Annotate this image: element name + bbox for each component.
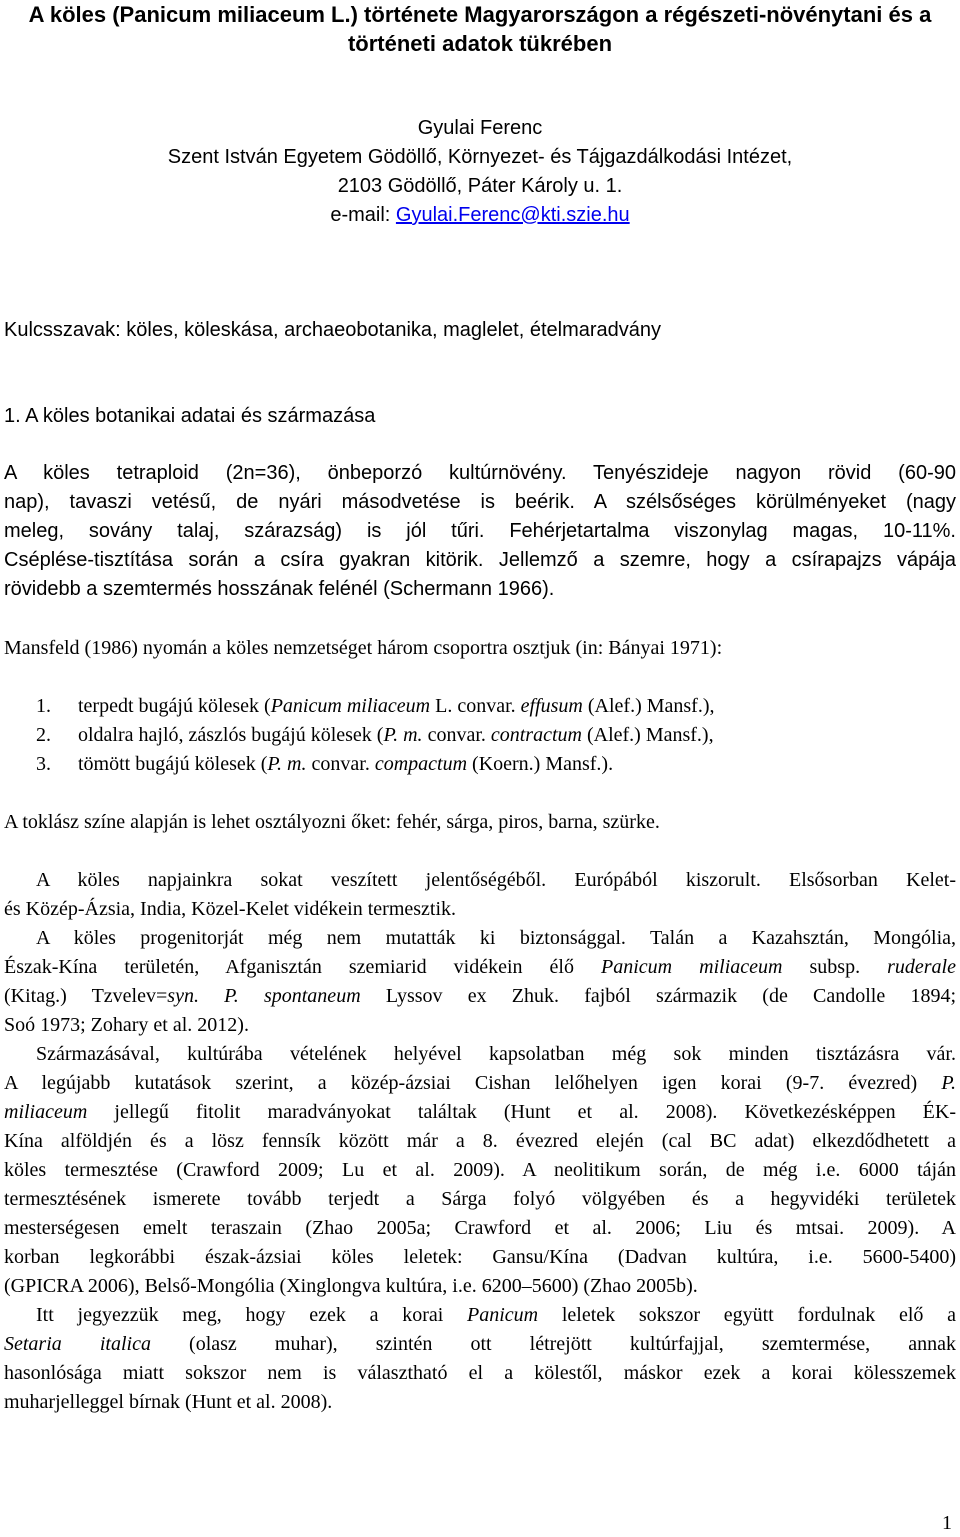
email-label: e-mail: — [330, 204, 396, 226]
author-name: Gyulai Ferenc — [417, 117, 543, 139]
text-line: köles termesztése (Crawford 2009; Lu et al. 2009). A neolitikum során, de még i.e. 6000 táján — [4, 1159, 956, 1181]
list-item: 2. oldalra hajló, zászlós bugájú kölesek (P. m. convar. contractum (Alef.) Mansf.), — [36, 721, 715, 750]
list-number: 2. — [36, 724, 51, 746]
list-number: 3. — [36, 753, 51, 775]
list-item: 1. terpedt bugájú kölesek (Panicum miliaceum L. convar. effusum (Alef.) Mansf.), — [36, 692, 715, 721]
text-line: A köles progenitorját még nem mutatták ki biztonsággal. Talán a Kazahsztán, Mongólia, — [36, 927, 956, 949]
text-line: A toklász színe alapján is lehet osztályozni őket: fehér, sárga, piros, barna, szürke. — [4, 811, 660, 833]
text-line: (Kitag.) Tzvelev=syn. P. spontaneum Lyssov ex Zhuk. fajból származik (de Candolle 1894; — [4, 985, 956, 1007]
paper-title — [0, 0, 960, 58]
text-line: rövidebb a szemtermés hosszának felénél (Schermann 1966). — [4, 578, 555, 600]
list-number: 1. — [36, 695, 51, 717]
text-line: termesztésének ismerete tovább terjedt a Sárga folyó völgyében és a hegyvidéki területek — [4, 1188, 956, 1210]
text-line: Setaria italica (olasz muhar), szintén ott létrejött kultúrfajjal, szemtermése, annak — [4, 1333, 956, 1355]
text-line: Származásával, kultúrába vételének helyével kapsolatban még sok minden tisztázásra vár. — [36, 1043, 956, 1065]
keywords — [4, 316, 956, 345]
paragraph-progenitor — [4, 924, 956, 1040]
convar-list — [36, 692, 715, 779]
text-line: A legújabb kutatások szerint, a közép-ázsiai Cishan lelőhelyen igen korai (9-7. évezred) P. — [4, 1072, 956, 1094]
author-block — [0, 114, 960, 230]
text-line: nap), tavaszi vetésű, de nyári másodvetése is beérik. A szélsőséges körülményeket (nagy — [4, 491, 956, 513]
page-number: 1 — [942, 1512, 952, 1534]
text-line: mesterségesen emelt teraszain (Zhao 2005a; Crawford et al. 2006; Liu és mtsai. 2009). A — [4, 1217, 956, 1239]
email-link[interactable]: Gyulai.Ferenc@kti.szie.hu — [395, 204, 630, 226]
text-line: muharjelleggel bírnak (Hunt et al. 2008). — [4, 1391, 333, 1413]
text-line: Cséplése-tisztítása során a csíra gyakran kitörik. Jellemző a szemre, hogy a csírapajzs vápája — [4, 549, 956, 571]
keywords-text: Kulcsszavak: köles, köleskása, archaeobotanika, maglelet, ételmaradvány — [4, 319, 662, 341]
text-line: Kína alföldjén és a lösz fennsík között már a 8. évezred elején (cal BC adat) elkezdődhetett a — [4, 1130, 956, 1152]
paragraph-origin — [4, 1040, 956, 1301]
text-line: Észak-Kína területén, Afganisztán szemiarid vidékein élő Panicum miliaceum subsp. ruderale — [4, 956, 956, 978]
paragraph-mansfeld — [4, 634, 956, 663]
title-line: A köles (Panicum miliaceum L.) története Magyarországon a régészeti-növénytani és a — [28, 2, 932, 27]
text-line: hasonlósága miatt sokszor nem is választható el a kölestől, máskor ezek a korai kölesszemek — [4, 1362, 956, 1384]
author-address: 2103 Gödöllő, Páter Károly u. 1. — [337, 175, 623, 197]
text-line: miliaceum jellegű fitolit maradványokat találtak (Hunt et al. 2008). Következésképpen ÉK- — [4, 1101, 956, 1123]
section-heading — [4, 402, 956, 431]
paragraph-glume-colour — [4, 808, 956, 837]
paragraph-significance — [4, 866, 956, 924]
text-line: Soó 1973; Zohary et al. 2012). — [4, 1014, 249, 1036]
text-line: korban legkorábbi észak-ázsiai köles leletek: Gansu/Kína (Dadvan kultúra, i.e. 5600-5400) — [4, 1246, 956, 1268]
section-heading-text: 1. A köles botanikai adatai és származása — [4, 405, 376, 427]
text-line: és Közép-Ázsia, India, Közel-Kelet vidékein termesztik. — [4, 898, 457, 920]
list-item: 3. tömött bugájú kölesek (P. m. convar. compactum (Koern.) Mansf.). — [36, 750, 715, 779]
title-line: történeti adatok tükrében — [347, 31, 613, 56]
author-email-line — [0, 201, 960, 230]
paragraph-setaria — [4, 1301, 956, 1417]
text-line: A köles tetraploid (2n=36), önbeporzó kultúrnövény. Tenyészideje nagyon rövid (60-90 — [4, 462, 956, 484]
text-line: A köles napjainkra sokat veszített jelentőségéből. Európából kiszorult. Elsősorban Kelet- — [36, 869, 956, 891]
text-line: meleg, sovány talaj, szárazság) is jól tűri. Fehérjetartalma viszonylag magas, 10-11%. — [4, 520, 956, 542]
text-line: Itt jegyezzük meg, hogy ezek a korai Panicum leletek sokszor együtt fordulnak elő a — [36, 1304, 956, 1326]
text-line: Mansfeld (1986) nyomán a köles nemzetséget három csoportra osztjuk (in: Bányai 1971): — [4, 637, 723, 659]
author-affiliation: Szent István Egyetem Gödöllő, Környezet- és Tájgazdálkodási Intézet, — [167, 146, 793, 168]
text-line: (GPICRA 2006), Belső-Mongólia (Xinglongva kultúra, i.e. 6200–5600) (Zhao 2005b). — [4, 1275, 698, 1297]
paragraph-botanical — [4, 459, 956, 604]
